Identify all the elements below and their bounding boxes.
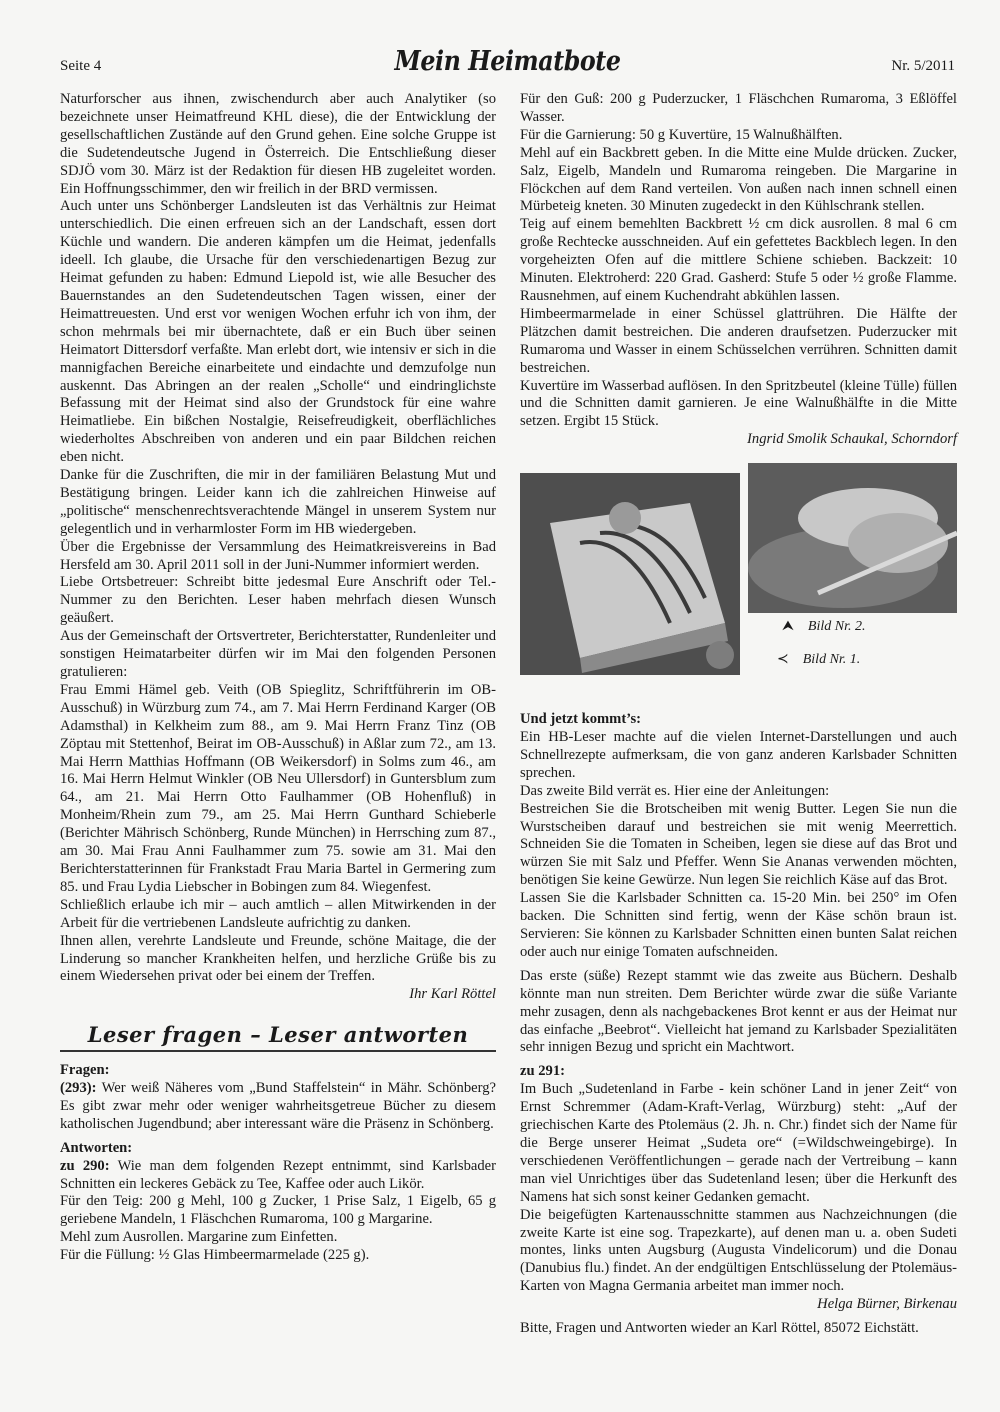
paragraph: Das erste (süße) Rezept stammt wie das zweite aus Büchern. Deshalb könnte man nun streiten. Dem Berichter würde zwar die süße Variante mehr zusagen, denn als nachgebackenes Brot kennt er aus der Heimat nur das einfache „Beebrot“. Vielleicht hat jemand zu Karlsbader Spezialitäten sehr innigen Bezug und spricht ein Machtwort. <box>520 967 957 1056</box>
page-number: Seite 4 <box>60 58 102 74</box>
paragraph: Danke für die Zuschriften, die mir in der familiären Belastung Mut und Bestätigung bringen. Leider kann ich die zahlreichen Hinweise auf „politische“ menschenrechtsverachtende Mängel in unserem System nur gelegentlich und in verharmloster Form im HB wiedergeben. <box>60 467 496 537</box>
paragraph: Himbeermarmelade in einer Schüssel glattrühren. Die Hälfte der Plätzchen damit bestreichen. Die anderen draufsetzen. Puderzucker mit Rumaroma und Wasser in einem Schüsselchen verrühren. Schnitten damit bestreichen. <box>520 305 957 376</box>
arrow-left-icon: ≺ <box>777 652 789 668</box>
issue-number: Nr. 5/2011 <box>891 58 955 74</box>
final-note: Bitte, Fragen und Antworten wieder an Karl Röttel, 85072 Eichstätt. <box>520 1320 919 1337</box>
recipe-line: Für den Teig: 200 g Mehl, 100 g Zucker, 1 Prise Salz, 1 Eigelb, 65 g geriebene Mandeln, 1 Fläschchen Rumaroma, 100 g Margarine. <box>60 1193 496 1228</box>
question-293 <box>60 1080 496 1134</box>
paragraph: Teig auf einem bemehlten Backbrett ½ cm dick ausrollen. 8 mal 6 cm große Rechtecke ausschneiden. Auf ein gefettetes Backblech legen. In den vorgeheizten Ofen auf die mittlere Schiene schieben. Backzeit: 10 Minuten. Elektroherd: 220 Grad. Gasherd: Stufe 5 oder ½ große Flamme. Rausnehmen, auf einem Kuchendraht abkühlen lassen. <box>520 216 957 304</box>
caption-bild-1: ≺ Bild Nr. 1. <box>777 652 861 668</box>
page-header <box>60 46 955 86</box>
paragraph: Aus der Gemeinschaft der Ortsvertreter, Berichterstatter, Rundenleiter und sonstigen Heimatarbeiter dürfen wir im Mai den folgenden Personen gratulieren: <box>60 628 496 680</box>
signature: Ingrid Smolik Schaukal, Schorndorf <box>747 431 957 448</box>
paragraph: Die beigefügten Kartenausschnitte stammen aus Nachzeichnungen (die zweite Karte ist eine sog. Trapezkarte), auf denen man u. a. oben Sudeti montes, links unten Augsburg (Augusta Vindelicorum) und die Donau (Danubius flu.) findet. An der endgültigen Entschlüsselung der Ptolemäus-Karten von Magna Germania arbeitet man immer noch. <box>520 1206 957 1295</box>
answer-text: Wie man dem folgenden Rezept entnimmt, sind Karlsbader Schnitten ein leckeres Gebäck zu Tee, Kaffee oder auch Likör. <box>60 1157 497 1192</box>
paragraph: Ein HB-Leser machte auf die vielen Internet-Darstellungen und auch Schnellrezepte aufmerksam, die von ganz anderen Karlsbader Schnitten sprechen. <box>520 729 957 781</box>
paragraph: Kuvertüre im Wasserbad auflösen. In den Spritzbeutel (kleine Tülle) füllen und die Schnitten damit garnieren. Je eine Walnußhälfte in die Mitte setzen. Ergibt 15 Stück. <box>520 377 957 430</box>
section-title: Leser fragen – Leser antworten <box>60 1026 496 1052</box>
recipe-line: Für die Füllung: ½ Glas Himbeermarmelade (225 g). <box>60 1247 370 1264</box>
heading-und-jetzt: Und jetzt kommt’s: <box>520 711 642 728</box>
paragraph: Lassen Sie die Karlsbader Schnitten ca. 15-20 Min. bei 250° im Ofen backen. Die Schnitten sind fertig, wenn der Käse schön braun ist. Servieren: Sie können zu Karlsbader Schnitten einen bunten Salat reichen oder auch nur einige Tomaten aufschneiden. <box>520 890 957 960</box>
paragraph: Das zweite Bild verrät es. Hier eine der Anleitungen: <box>520 782 830 799</box>
paragraph: Über die Ergebnisse der Versammlung des Heimatkreisvereins in Bad Hersfeld am 30. April 2011 soll in der Juni-Nummer informiert werden. <box>60 538 496 573</box>
right-column <box>520 91 957 1338</box>
recipe-line: Mehl zum Ausrollen. Margarine zum Einfetten. <box>60 1229 338 1246</box>
signature: Helga Bürner, Birkenau <box>817 1296 957 1313</box>
paragraph: Für den Guß: 200 g Puderzucker, 1 Fläschchen Rumaroma, 3 Eßlöffel Wasser. <box>520 91 957 125</box>
paragraph: Schließlich erlaube ich mir – auch amtlich – allen Mitwirkenden in der Arbeit für die vertriebenen Landsleute aufrichtig zu danken. <box>60 896 496 931</box>
answer-290 <box>60 1158 496 1194</box>
masthead-title: Mein Heimatbote <box>394 46 621 77</box>
paragraph: Liebe Ortsbetreuer: Schreibt bitte jedesmal Eure Anschrift oder Tel.-Nummer zu den Berichten. Leser haben mehrfach diesen Wunsch geäußert. <box>60 574 496 627</box>
question-number: (293): <box>60 1080 97 1097</box>
paragraph: Frau Emmi Hämel geb. Veith (OB Spieglitz, Schriftführerin im OB-Ausschuß) in Würzburg zum 74., am 7. Mai Herrn Ferdinand Karger (OB Adamsthal) in Kelkheim zum 88., am 9. Mai Herrn Franz Tinz (OB Zöptau mit Stettenhof, Beirat im OB-Ausschuß) in Aßlar zum 72., am 13. Mai Herrn Matthias Hoffmann (OB Weikersdorf) in Solms zum 46., am 16. Mai Herrn Helmut Winkler (OB Neu Ullersdorf) in Guntersblum zum 64., am 21. Mai Herrn Otto Faulhammer (OB Hohenfluß) in Monheim/Rhein zum 79., am 25. Mai Herrn Gunthard Schieberle (Berichter Mährisch Schönberg, Runde München) in Herrsching zum 87., am 30. Mai Frau Anni Faulhammer zum 75. sowie am 31. Mai den Berichterstatterinnen für Frankstadt Frau Maria Bartel in Germering zum 85. und Frau Lydia Liebscher in Bobingen zum 84. Wiegenfest. <box>60 681 496 895</box>
caption-bild-2: ⮝ Bild Nr. 2. <box>782 619 866 635</box>
paragraph: Mehl auf ein Backbrett geben. In die Mitte eine Mulde drücken. Zucker, Salz, Eigelb, Mandeln und Rumaroma reingeben. Die Margarine in Flöckchen auf dem Rand verteilen. Von außen nach innen schnell einen Mürbeteig kneten. 30 Minuten zugedeckt in den Kühlschrank stellen. <box>520 144 957 215</box>
answer-number: zu 290: <box>60 1157 110 1174</box>
photo-karlsbader-cake <box>520 473 740 675</box>
paragraph: Für die Garnierung: 50 g Kuvertüre, 15 Walnußhälften. <box>520 126 843 143</box>
left-column <box>60 91 496 1265</box>
paragraph: Im Buch „Sudetenland in Farbe - kein schöner Land in jener Zeit“ von Ernst Schremmer (Adam-Kraft-Verlag, Würzburg) steht: „Auf der griechischen Karte des Ptolemäus (2. Jh. n. Chr.) findet sich der Name für die Berge unserer Heimat „Sudeta ore“ (=Wildschweingebirge). In verschiedenen Veröffentlichungen – gerade nach der Vertreibung – kann man viel Unrichtiges über das Sudetenland lesen; über die Herkunft des Namens hat sich sonst keiner Gedanken gemacht. <box>520 1081 957 1205</box>
paragraph: Ihnen allen, verehrte Landsleute und Freunde, schöne Maitage, die der Linderung so mancher Krankheiten helfen, und herzliche Grüße bis zu einem Wiedersehen privat oder bei einem der Treffen. <box>60 932 496 985</box>
photo-karlsbader-bread <box>748 463 957 613</box>
paragraph: Bestreichen Sie die Brotscheiben mit wenig Butter. Legen Sie nun die Wurstscheiben darauf und bestreichen sie mit wenig Meerrettich. Schneiden Sie die Tomaten in Scheiben, legen sie diese auf das Brot und würzen Sie mit Salz und Pfeffer. Wenn Sie Ananas verwenden möchten, benötigen Sie keine Gewürze. Nun legen Sie reichlich Käse auf das Brot. <box>520 800 957 889</box>
answers-heading: Antworten: <box>60 1139 133 1156</box>
arrow-up-icon: ⮝ <box>782 619 794 635</box>
paragraph: Auch unter uns Schönberger Landsleuten ist das Verhältnis zur Heimat unterschiedlich. Die einen erfreuen sich an der Landschaft, essen dort Küchle und wandern. Die anderen kämpfen um die Heimat, jedenfalls ideell. Ich glaube, die Ursache für den verschiedenartigen Bezug zur Heimat gefunden zu haben: Edmund Liepold ist, wie alle Besucher des Bauernstandes an den Sudetendeutschen Tagen wissen, einer der Heimattreuesten. Und erst vor wenigen Wochen erfuhr ich von ihm, der schon mehrmals bei mir übernachtete, daß er ein Buch über seinen Heimatort Dittersdorf verfaßte. Man erlebt dort, wie intensiv er sich in die mannigfachen Bereiche einarbeitete und eindachte und demzufolge nun auskennt. Das Abringen an der realen „Scholle“ und eindringlichste Befassung mit der Heimat sind also der Grundstock für eine wahre Heimatliebe. Ein bißchen Nostalgie, Reisefreudigkeit, oberflächliches wiederholtes Abschreiben von anderen und ein paar Bildchen reichen eben nicht. <box>60 198 496 466</box>
questions-heading: Fragen: <box>60 1062 110 1079</box>
signature: Ihr Karl Röttel <box>409 986 496 1003</box>
heading-zu-291: zu 291: <box>520 1063 565 1080</box>
paragraph: Naturforscher aus ihnen, zwischendurch aber auch Analytiker (so bezeichnete unser Heimatfreund KHL diese), die der Entwicklung der gesellschaftlichen Zustände auf den Grund gehen. Eine solche Gruppe ist die Sudetendeutsche Jugend in Österreich. Die Entschließung dieser SDJÖ vom 30. März ist der Redaktion für diesen HB zugeleitet worden. Ein Hoffnungsschimmer, den wir freilich in der BRD vermissen. <box>60 91 496 197</box>
question-text: Wer weiß Näheres vom „Bund Staffelstein“ in Mähr. Schönberg? Es gibt zwar mehr oder weniger wahrheitsgetreue Bücher zu diesem katholischen Jugendbund; aber interessant wäre die Präsenz in Schönberg. <box>60 1080 496 1132</box>
photos-block <box>520 463 957 705</box>
